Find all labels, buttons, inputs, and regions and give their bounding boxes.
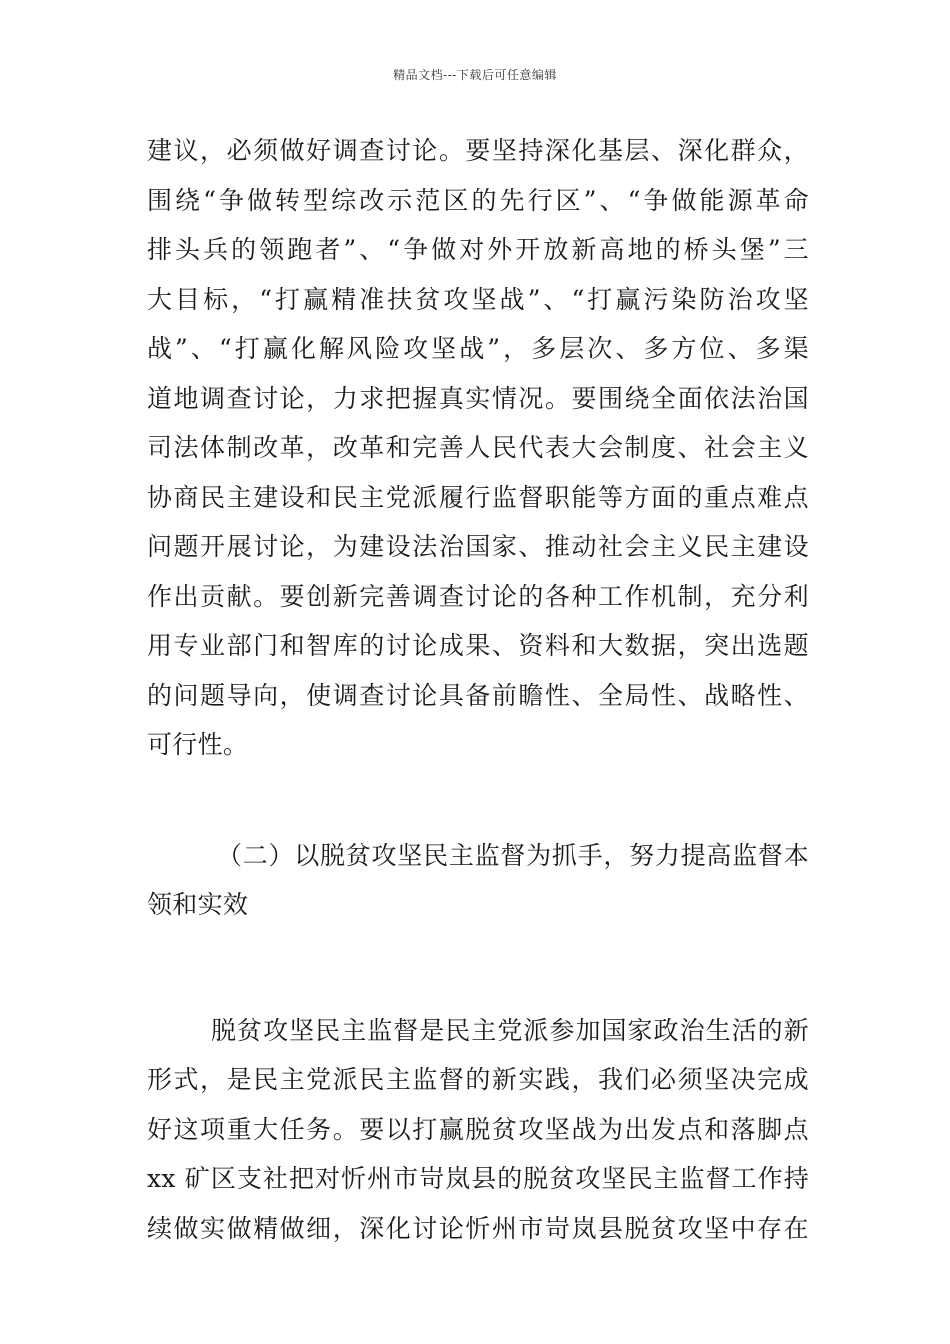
document-body [147, 126, 809, 1253]
paragraph-gap [147, 770, 809, 831]
text-line: 用专业部门和智库的讨论成果、资料和大数据，突出选题 [147, 631, 809, 660]
text-line: 的问题导向，使调查讨论具备前瞻性、全局性、战略性、 [147, 680, 809, 710]
text-line: 战”、“打赢化解风险攻坚战”，多层次、多方位、多渠 [147, 334, 809, 363]
text-line: 问题开展讨论，为建设法治国家、推动社会主义民主建设 [147, 532, 809, 561]
text-line: 脱贫攻坚民主监督是民主党派参加国家政治生活的新 [211, 1015, 809, 1045]
text-line: 司法体制改革，改革和完善人民代表大会制度、社会主义 [147, 433, 809, 462]
text-line: 续做实做精做细，深化讨论忻州市岢岚县脱贫攻坚中存在 [147, 1213, 809, 1243]
text-line: 围绕“争做转型综改示范区的先行区”、“争做能源革命 [147, 185, 809, 215]
paragraph-research [147, 126, 809, 770]
text-line: 道地调查讨论，力求把握真实情况。要围绕全面依法治国 [147, 383, 809, 413]
section-heading-2 [147, 831, 809, 930]
text-line: 建议，必须做好调查讨论。要坚持深化基层、深化群众， [147, 136, 809, 165]
text-line: 形式，是民主党派民主监督的新实践，我们必须坚决完成 [147, 1065, 809, 1094]
heading-line: （二）以脱贫攻坚民主监督为抓手，努力提高监督本 [217, 840, 809, 870]
text-line: 作出贡献。要创新完善调查讨论的各种工作机制，充分利 [147, 581, 809, 611]
text-line: 协商民主建设和民主党派履行监督职能等方面的重点难点 [147, 482, 809, 512]
heading-line: 领和实效 [147, 890, 249, 919]
text-line: 大目标，“打赢精准扶贫攻坚战”、“打赢污染防治攻坚 [147, 284, 809, 314]
text-line: xx 矿区支社把对忻州市岢岚县的脱贫攻坚民主监督工作持 [147, 1164, 809, 1193]
text-line: 可行性。 [147, 730, 249, 759]
page-header: 精品文档---下载后可任意编辑 [393, 68, 557, 82]
text-line: 排头兵的领跑者”、“争做对外开放新高地的桥头堡”三 [147, 235, 809, 264]
paragraph-poverty-supervision [147, 1006, 809, 1254]
text-line: 好这项重大任务。要以打赢脱贫攻坚战为出发点和落脚点 [147, 1114, 809, 1144]
paragraph-gap [147, 930, 809, 1006]
